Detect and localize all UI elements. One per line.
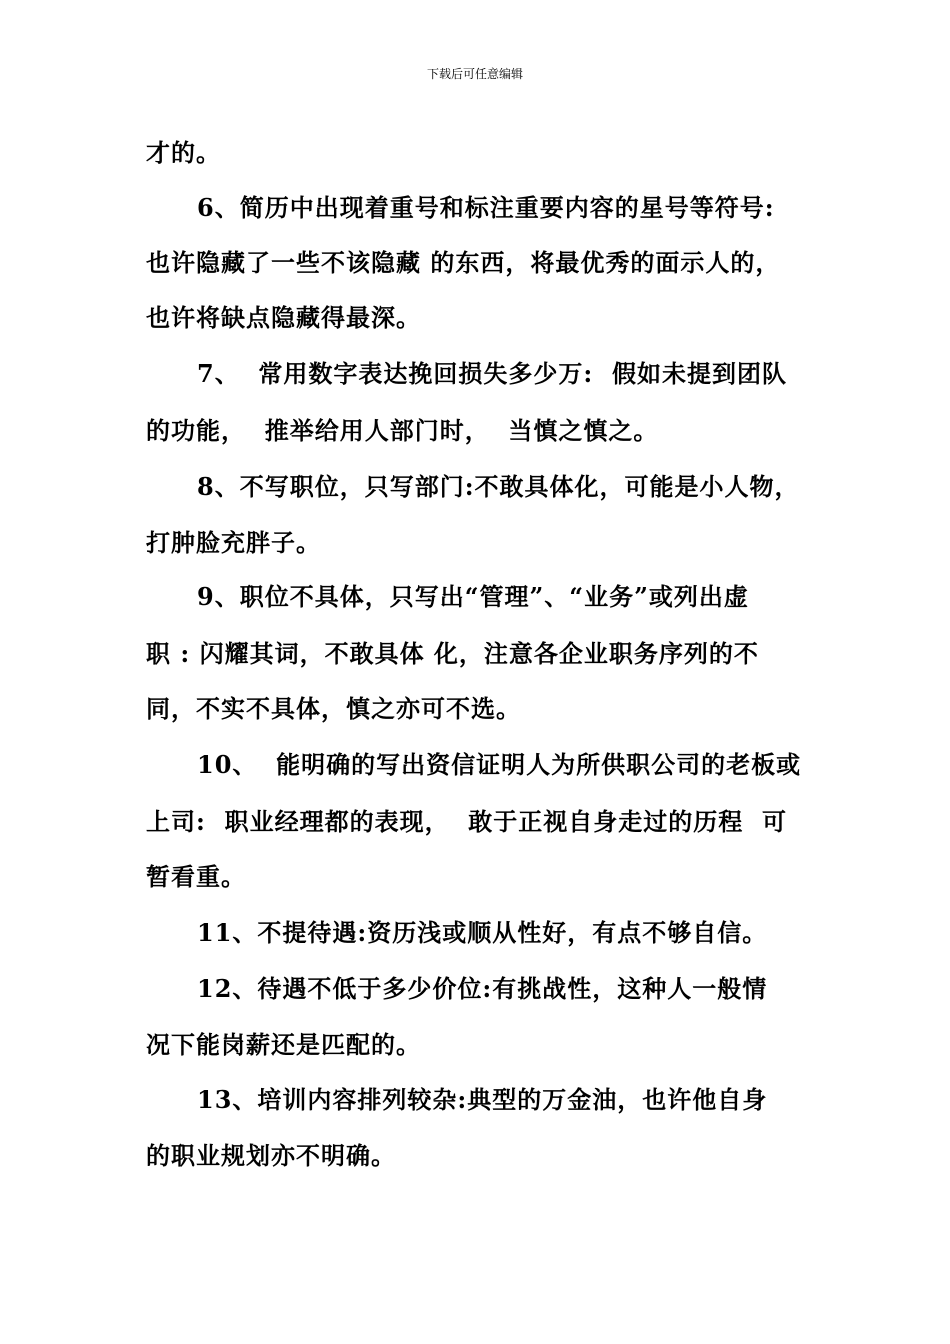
text-line: 况下能岗薪还是匹配的。 — [146, 1030, 421, 1059]
text-line: 9、职位不具体，只写出“管理”、“业务”或列出虚 — [197, 582, 749, 611]
text-line: 13、培训内容排列较杂:典型的万金油，也许他自身 — [197, 1085, 768, 1114]
page-header: 下载后可任意编辑 — [426, 67, 523, 81]
text-line: 11、不提待遇:资历浅或顺从性好，有点不够自信。 — [197, 918, 768, 947]
text-line: 7、 常用数字表达挽回损失多少万: 假如未提到团队 — [197, 359, 787, 388]
text-line: 职 : 闪耀其词，不敢具体 化，注意各企业职务序列的不 — [146, 639, 759, 668]
text-line: 10、 能明确的写出资信证明人为所供职公司的老板或 — [197, 750, 802, 779]
text-line: 同，不实不具体，慎之亦可不选。 — [146, 694, 521, 723]
text-line: 6、简历中出现着重号和标注重要内容的星号等符号: — [197, 193, 775, 222]
text-line: 的职业规划亦不明确。 — [146, 1141, 396, 1170]
text-line: 的功能， 推举给用人部门时， 当慎之慎之。 — [146, 416, 659, 445]
text-line: 也许将缺点隐藏得最深。 — [146, 303, 421, 332]
text-line: 上司: 职业经理都的表现， 敢于正视自身走过的历程 可 — [146, 807, 787, 836]
text-line: 暂看重。 — [146, 862, 246, 891]
text-line: 12、待遇不低于多少价位:有挑战性，这种人一般情 — [197, 974, 768, 1003]
text-line: 8、不写职位，只写部门:不敢具体化，可能是小人物， — [197, 472, 800, 501]
text-line: 也许隐藏了一些不该隐藏 的东西，将最优秀的面示人的， — [146, 248, 781, 277]
text-line: 打肿脸充胖子。 — [146, 528, 321, 557]
text-line: 才的。 — [146, 138, 221, 167]
